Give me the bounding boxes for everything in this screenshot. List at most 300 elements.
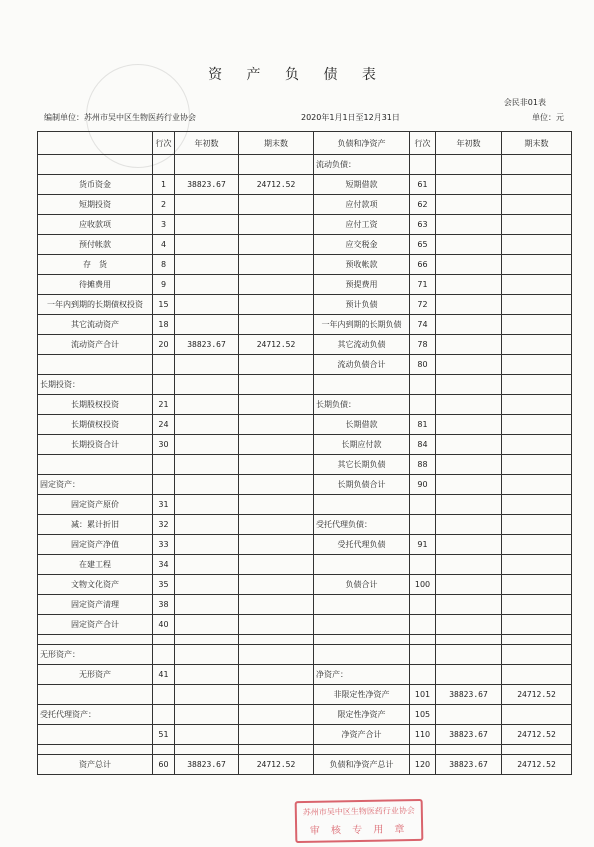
line-number — [410, 745, 436, 755]
amount-cell — [239, 645, 314, 665]
table-row — [38, 475, 572, 495]
liability-item: 流动负债： — [314, 155, 410, 175]
line-number: 8 — [153, 255, 175, 275]
amount-cell — [436, 615, 502, 635]
amount-cell — [436, 235, 502, 255]
table-row — [38, 725, 572, 745]
amount-cell — [436, 555, 502, 575]
asset-item: 应收款项 — [38, 215, 153, 235]
amount-cell — [239, 295, 314, 315]
line-number: 3 — [153, 215, 175, 235]
amount-cell — [502, 255, 572, 275]
asset-item: 减：累计折旧 — [38, 515, 153, 535]
amount-cell — [175, 215, 239, 235]
asset-item: 长期债权投资 — [38, 415, 153, 435]
amount-cell — [436, 645, 502, 665]
liability-item: 预计负债 — [314, 295, 410, 315]
amount-cell — [502, 415, 572, 435]
amount-cell — [239, 195, 314, 215]
liability-item: 应交税金 — [314, 235, 410, 255]
amount-cell — [239, 515, 314, 535]
audit-stamp — [295, 799, 424, 843]
amount-cell — [239, 635, 314, 645]
amount-cell — [502, 645, 572, 665]
line-number: 31 — [153, 495, 175, 515]
amount-cell: 24712.52 — [239, 335, 314, 355]
asset-item: 受托代理资产： — [38, 705, 153, 725]
amount-cell — [436, 515, 502, 535]
amount-cell — [502, 155, 572, 175]
line-number: 18 — [153, 315, 175, 335]
amount-cell — [502, 745, 572, 755]
line-number: 63 — [410, 215, 436, 235]
line-number: 60 — [153, 755, 175, 775]
line-number: 84 — [410, 435, 436, 455]
liability-item — [314, 375, 410, 395]
amount-cell — [502, 355, 572, 375]
table-row — [38, 195, 572, 215]
amount-cell — [175, 295, 239, 315]
line-number: 35 — [153, 575, 175, 595]
amount-cell — [436, 355, 502, 375]
liability-item: 负债和净资产总计 — [314, 755, 410, 775]
amount-cell: 38823.67 — [436, 685, 502, 705]
amount-cell — [436, 435, 502, 455]
table-row — [38, 275, 572, 295]
liability-item: 应付款项 — [314, 195, 410, 215]
amount-cell — [239, 455, 314, 475]
liability-item: 负债合计 — [314, 575, 410, 595]
amount-cell — [175, 665, 239, 685]
asset-item: 固定资产净值 — [38, 535, 153, 555]
asset-item: 固定资产： — [38, 475, 153, 495]
amount-cell — [239, 615, 314, 635]
amount-cell: 38823.67 — [436, 755, 502, 775]
line-number: 71 — [410, 275, 436, 295]
amount-cell — [175, 315, 239, 335]
amount-cell: 24712.52 — [502, 685, 572, 705]
amount-cell — [502, 535, 572, 555]
line-number: 74 — [410, 315, 436, 335]
asset-item: 流动资产合计 — [38, 335, 153, 355]
table-row — [38, 315, 572, 335]
asset-item: 资产总计 — [38, 755, 153, 775]
amount-cell — [239, 745, 314, 755]
line-number: 9 — [153, 275, 175, 295]
amount-cell — [502, 335, 572, 355]
asset-item: 货币资金 — [38, 175, 153, 195]
table-row — [38, 435, 572, 455]
amount-cell — [239, 705, 314, 725]
amount-cell — [175, 275, 239, 295]
amount-cell — [502, 315, 572, 335]
amount-cell — [239, 475, 314, 495]
liability-item — [314, 555, 410, 575]
amount-cell — [175, 455, 239, 475]
amount-cell — [502, 555, 572, 575]
page-title: 资 产 负 债 表 — [208, 67, 386, 83]
amount-cell — [175, 595, 239, 615]
amount-cell: 24712.52 — [502, 755, 572, 775]
line-number: 100 — [410, 575, 436, 595]
amount-cell — [175, 725, 239, 745]
amount-cell — [502, 615, 572, 635]
asset-item: 一年内到期的长期债权投资 — [38, 295, 153, 315]
amount-cell — [175, 235, 239, 255]
line-number: 110 — [410, 725, 436, 745]
amount-cell — [436, 475, 502, 495]
line-number: 105 — [410, 705, 436, 725]
liability-item — [314, 595, 410, 615]
line-number — [153, 745, 175, 755]
amount-cell — [502, 705, 572, 725]
table-row — [38, 155, 572, 175]
header-closing: 期末数 — [239, 132, 314, 155]
amount-cell — [175, 375, 239, 395]
amount-cell: 38823.67 — [175, 175, 239, 195]
table-row — [38, 665, 572, 685]
table-row — [38, 235, 572, 255]
amount-cell — [239, 575, 314, 595]
liability-item: 一年内到期的长期负债 — [314, 315, 410, 335]
report-meta — [44, 112, 564, 126]
amount-cell — [239, 255, 314, 275]
header-assets — [38, 132, 153, 155]
liability-item: 短期借款 — [314, 175, 410, 195]
amount-cell — [239, 155, 314, 175]
amount-cell: 24712.52 — [239, 755, 314, 775]
amount-cell — [175, 555, 239, 575]
amount-cell — [239, 685, 314, 705]
asset-item: 存 货 — [38, 255, 153, 275]
header-line-no: 行次 — [153, 132, 175, 155]
table-row — [38, 515, 572, 535]
table-row — [38, 295, 572, 315]
liability-item — [314, 745, 410, 755]
table-row — [38, 645, 572, 665]
amount-cell — [436, 375, 502, 395]
table-row — [38, 415, 572, 435]
line-number: 15 — [153, 295, 175, 315]
liability-item: 预提费用 — [314, 275, 410, 295]
amount-cell — [436, 255, 502, 275]
line-number — [153, 475, 175, 495]
line-number — [410, 495, 436, 515]
table-row — [38, 535, 572, 555]
line-number: 78 — [410, 335, 436, 355]
amount-cell — [239, 275, 314, 295]
amount-cell — [239, 555, 314, 575]
amount-cell — [175, 705, 239, 725]
amount-cell — [175, 535, 239, 555]
amount-cell — [175, 495, 239, 515]
line-number — [153, 355, 175, 375]
asset-item: 短期投资 — [38, 195, 153, 215]
table-row — [38, 755, 572, 775]
line-number: 2 — [153, 195, 175, 215]
line-number — [410, 555, 436, 575]
amount-cell — [436, 155, 502, 175]
table-row — [38, 595, 572, 615]
line-number: 61 — [410, 175, 436, 195]
amount-cell — [436, 535, 502, 555]
line-number: 72 — [410, 295, 436, 315]
amount-cell — [239, 665, 314, 685]
amount-cell — [436, 215, 502, 235]
amount-cell — [175, 155, 239, 175]
amount-cell — [502, 175, 572, 195]
amount-cell: 24712.52 — [502, 725, 572, 745]
liability-item: 受托代理负债： — [314, 515, 410, 535]
liability-item: 长期负债： — [314, 395, 410, 415]
asset-item: 其它流动资产 — [38, 315, 153, 335]
line-number: 34 — [153, 555, 175, 575]
asset-item — [38, 685, 153, 705]
amount-cell — [502, 275, 572, 295]
amount-cell — [436, 595, 502, 615]
amount-cell — [436, 455, 502, 475]
amount-cell — [436, 745, 502, 755]
line-number: 1 — [153, 175, 175, 195]
table-row — [38, 335, 572, 355]
table-row — [38, 495, 572, 515]
asset-item — [38, 455, 153, 475]
liability-item — [314, 495, 410, 515]
amount-cell — [436, 335, 502, 355]
asset-item: 固定资产合计 — [38, 615, 153, 635]
amount-cell — [175, 645, 239, 665]
amount-cell — [436, 495, 502, 515]
liability-item — [314, 615, 410, 635]
asset-item — [38, 725, 153, 745]
amount-cell — [239, 435, 314, 455]
table-row — [38, 455, 572, 475]
line-number: 66 — [410, 255, 436, 275]
line-number — [410, 635, 436, 645]
amount-cell — [502, 295, 572, 315]
header-opening-right: 年初数 — [436, 132, 502, 155]
line-number: 81 — [410, 415, 436, 435]
line-number — [153, 455, 175, 475]
amount-cell — [436, 315, 502, 335]
liability-item: 长期负债合计 — [314, 475, 410, 495]
amount-cell — [175, 195, 239, 215]
line-number: 90 — [410, 475, 436, 495]
amount-cell — [436, 575, 502, 595]
line-number — [410, 395, 436, 415]
amount-cell — [502, 435, 572, 455]
amount-cell — [436, 175, 502, 195]
line-number — [410, 375, 436, 395]
amount-cell — [239, 315, 314, 335]
line-number: 24 — [153, 415, 175, 435]
line-number — [153, 155, 175, 175]
line-number: 20 — [153, 335, 175, 355]
amount-cell — [436, 275, 502, 295]
amount-cell — [175, 745, 239, 755]
line-number: 21 — [153, 395, 175, 415]
amount-cell — [502, 455, 572, 475]
table-row — [38, 705, 572, 725]
asset-item: 长期投资： — [38, 375, 153, 395]
amount-cell — [502, 635, 572, 645]
amount-cell — [502, 395, 572, 415]
amount-cell — [239, 415, 314, 435]
asset-item: 无形资产： — [38, 645, 153, 665]
asset-item: 长期股权投资 — [38, 395, 153, 415]
currency-unit: 单位：元 — [532, 113, 564, 122]
line-number: 91 — [410, 535, 436, 555]
liability-item: 净资产： — [314, 665, 410, 685]
amount-cell — [239, 355, 314, 375]
amount-cell — [175, 395, 239, 415]
line-number: 51 — [153, 725, 175, 745]
amount-cell — [175, 255, 239, 275]
table-row — [38, 745, 572, 755]
table-row — [38, 255, 572, 275]
line-number: 38 — [153, 595, 175, 615]
liability-item — [314, 645, 410, 665]
header-closing-right: 期末数 — [502, 132, 572, 155]
table-row — [38, 685, 572, 705]
asset-item — [38, 155, 153, 175]
amount-cell — [175, 475, 239, 495]
amount-cell — [175, 435, 239, 455]
asset-item — [38, 355, 153, 375]
liability-item — [314, 635, 410, 645]
amount-cell — [175, 415, 239, 435]
amount-cell — [436, 415, 502, 435]
amount-cell — [175, 685, 239, 705]
form-number: 会民非01表 — [503, 98, 546, 107]
line-number: 88 — [410, 455, 436, 475]
line-number — [153, 705, 175, 725]
amount-cell: 38823.67 — [436, 725, 502, 745]
table-row — [38, 355, 572, 375]
table-row — [38, 215, 572, 235]
amount-cell — [175, 575, 239, 595]
amount-cell — [436, 395, 502, 415]
amount-cell — [502, 215, 572, 235]
stamp-org: 苏州市吴中区生物医药行业协会 — [302, 806, 415, 817]
line-number: 80 — [410, 355, 436, 375]
org-label: 编制单位：苏州市吴中区生物医药行业协会 — [44, 113, 196, 122]
line-number: 120 — [410, 755, 436, 775]
asset-item: 固定资产清理 — [38, 595, 153, 615]
line-number: 40 — [153, 615, 175, 635]
table-row — [38, 175, 572, 195]
amount-cell — [239, 725, 314, 745]
line-number — [410, 595, 436, 615]
liability-item: 其它流动负债 — [314, 335, 410, 355]
line-number — [153, 685, 175, 705]
table-row — [38, 635, 572, 645]
line-number — [153, 375, 175, 395]
asset-item: 待摊费用 — [38, 275, 153, 295]
line-number — [410, 515, 436, 535]
line-number — [410, 155, 436, 175]
amount-cell — [239, 215, 314, 235]
line-number — [410, 615, 436, 635]
amount-cell — [502, 375, 572, 395]
table-header-row — [38, 132, 572, 155]
line-number: 32 — [153, 515, 175, 535]
liability-item: 受托代理负债 — [314, 535, 410, 555]
liability-item: 限定性净资产 — [314, 705, 410, 725]
table-row — [38, 615, 572, 635]
liability-item: 其它长期负债 — [314, 455, 410, 475]
liability-item: 长期借款 — [314, 415, 410, 435]
table-row — [38, 375, 572, 395]
line-number: 65 — [410, 235, 436, 255]
amount-cell — [175, 355, 239, 375]
liability-item: 应付工资 — [314, 215, 410, 235]
line-number — [153, 645, 175, 665]
asset-item: 无形资产 — [38, 665, 153, 685]
amount-cell — [502, 515, 572, 535]
header-opening: 年初数 — [175, 132, 239, 155]
amount-cell — [239, 595, 314, 615]
liability-item: 流动负债合计 — [314, 355, 410, 375]
amount-cell — [175, 515, 239, 535]
line-number: 62 — [410, 195, 436, 215]
line-number — [410, 645, 436, 665]
asset-item — [38, 635, 153, 645]
amount-cell: 24712.52 — [239, 175, 314, 195]
line-number: 33 — [153, 535, 175, 555]
line-number: 4 — [153, 235, 175, 255]
header-line-no-right: 行次 — [410, 132, 436, 155]
table-row — [38, 395, 572, 415]
asset-item: 预付帐款 — [38, 235, 153, 255]
amount-cell — [239, 495, 314, 515]
amount-cell — [502, 475, 572, 495]
line-number — [153, 635, 175, 645]
line-number: 41 — [153, 665, 175, 685]
line-number: 101 — [410, 685, 436, 705]
amount-cell — [175, 635, 239, 645]
amount-cell — [502, 235, 572, 255]
amount-cell — [239, 395, 314, 415]
balance-sheet-table — [37, 131, 572, 775]
asset-item: 长期投资合计 — [38, 435, 153, 455]
report-period: 2020年1月1日至12月31日 — [301, 113, 400, 122]
table-row — [38, 575, 572, 595]
table-row — [38, 555, 572, 575]
stamp-text: 审 核 专 用 章 — [309, 824, 409, 837]
amount-cell — [239, 375, 314, 395]
amount-cell — [436, 195, 502, 215]
amount-cell — [502, 665, 572, 685]
asset-item: 固定资产原价 — [38, 495, 153, 515]
asset-item: 文物文化资产 — [38, 575, 153, 595]
liability-item: 净资产合计 — [314, 725, 410, 745]
amount-cell — [502, 595, 572, 615]
amount-cell — [502, 495, 572, 515]
amount-cell — [502, 575, 572, 595]
asset-item: 在建工程 — [38, 555, 153, 575]
asset-item — [38, 745, 153, 755]
amount-cell — [239, 535, 314, 555]
liability-item: 预收帐款 — [314, 255, 410, 275]
header-liabilities: 负债和净资产 — [314, 132, 410, 155]
liability-item: 非限定性净资产 — [314, 685, 410, 705]
line-number — [410, 665, 436, 685]
amount-cell — [436, 295, 502, 315]
amount-cell — [502, 195, 572, 215]
amount-cell — [436, 665, 502, 685]
line-number: 30 — [153, 435, 175, 455]
